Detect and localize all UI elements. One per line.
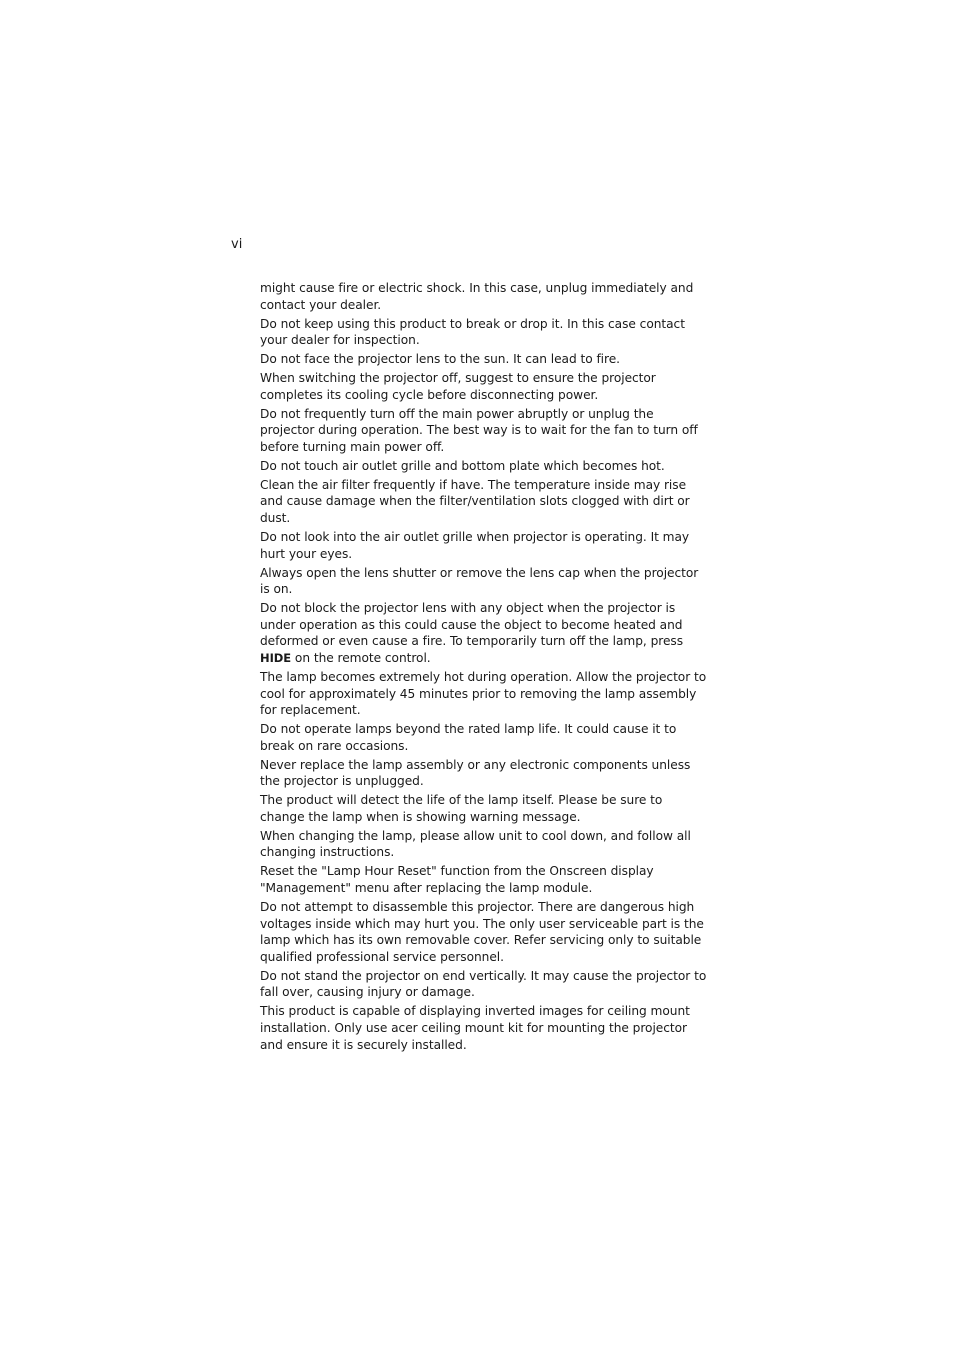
page-number: vi — [231, 237, 243, 252]
instruction-paragraph: Reset the "Lamp Hour Reset" function from the Onscreen display "Management" menu after replacing the lamp module. — [260, 864, 654, 896]
instruction-paragraph: Do not face the projector lens to the sun. It can lead to fire. — [260, 352, 620, 367]
instruction-paragraph: When switching the projector off, suggest to ensure the projector completes its cooling cycle before disconnecting power. — [260, 371, 656, 402]
instruction-paragraph: The product will detect the life of the lamp itself. Please be sure to change the lamp when is showing warning message. — [260, 793, 663, 824]
instruction-paragraph: might cause fire or electric shock. In this case, unplug immediately and contact your dealer. — [260, 281, 694, 312]
instruction-paragraph: Never replace the lamp assembly or any electronic components unless the projector is unplugged. — [260, 757, 691, 789]
instruction-paragraph: Do not touch air outlet grille and bottom plate which becomes hot. — [260, 458, 665, 473]
instruction-paragraph-hide — [260, 600, 710, 666]
hide-key-label: HIDE — [260, 650, 292, 665]
instruction-paragraph: Clean the air filter frequently if have. The temperature inside may rise and cause damage when the filter/ventilation slots clogged with dirt or dust. — [260, 477, 690, 526]
instruction-paragraph: Do not look into the air outlet grille when projector is operating. It may hurt your eyes. — [260, 530, 690, 561]
instruction-paragraph: Always open the lens shutter or remove the lens cap when the projector is on. — [260, 565, 699, 597]
instruction-paragraph: Do not frequently turn off the main power abruptly or unplug the projector during operation. The best way is to wait for the fan to turn off before turning main power off. — [260, 406, 698, 454]
instruction-paragraph: Do not stand the projector on end vertically. It may cause the projector to fall over, causing injury or damage. — [260, 968, 707, 1000]
instruction-paragraph: This product is capable of displaying inverted images for ceiling mount installation. Only use acer ceiling mount kit for mounting the projector and ensure it is securely installed. — [260, 1004, 690, 1052]
instruction-paragraph: The lamp becomes extremely hot during operation. Allow the projector to cool for approximately 45 minutes prior to removing the lamp assembly for replacement. — [260, 669, 707, 718]
hide-paragraph-text: Do not block the projector lens with any object when the projector is under operation as this could cause the object to become heated and deformed or even cause a fire. To temporarily turn off the lamp, press — [260, 601, 683, 649]
instruction-paragraph: Do not attempt to disassemble this projector. There are dangerous high voltages inside which may hurt you. The only user serviceable part is the lamp which has its own removable cover. Refer servicing only to suitable qualified professional service personnel. — [260, 900, 704, 964]
safety-instructions-list — [260, 280, 710, 1056]
instruction-paragraph: Do not keep using this product to break or drop it. In this case contact your dealer for inspection. — [260, 316, 685, 348]
hide-paragraph-text-end: on the remote control. — [291, 650, 431, 665]
instruction-paragraph: When changing the lamp, please allow unit to cool down, and follow all changing instructions. — [260, 828, 691, 860]
instruction-paragraph: Do not operate lamps beyond the rated lamp life. It could cause it to break on rare occasions. — [260, 722, 677, 753]
